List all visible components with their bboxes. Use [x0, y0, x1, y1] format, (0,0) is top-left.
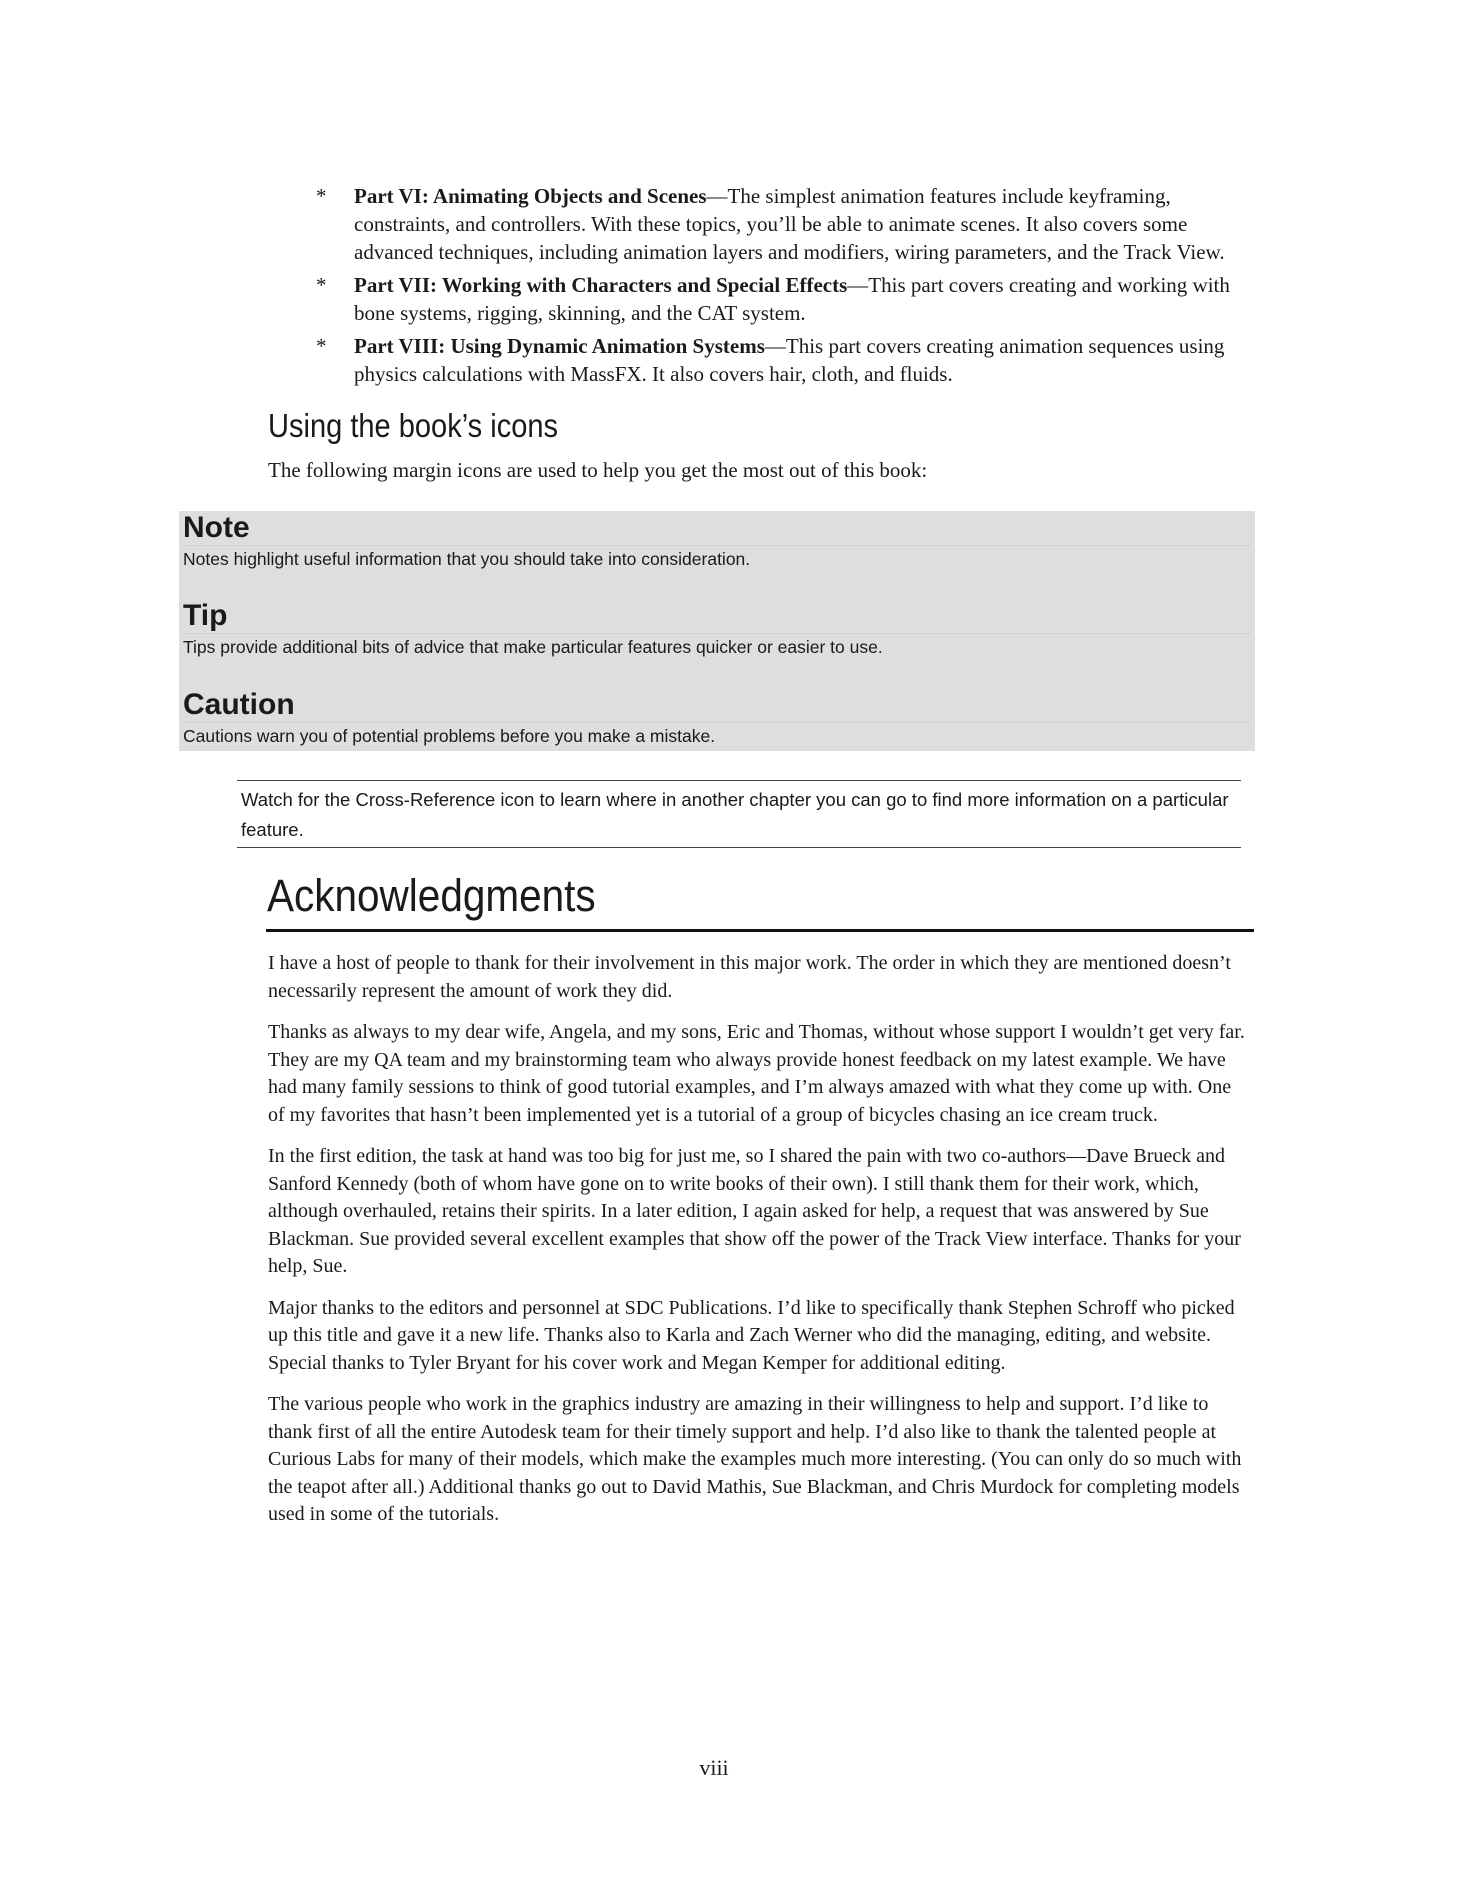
bullet-text: —This part covers creating animation sequences using physics calculations with MassFX. It also covers hair, cloth, and fluids. [354, 334, 1225, 386]
list-item [316, 271, 1256, 327]
acknowledgments-heading: Acknowledgments [267, 870, 596, 921]
bullet-text: —The simplest animation features include keyframing, constraints, and controllers. With these topics, you’ll be able to animate scenes. It also covers some advanced techniques, including animation layers and modifiers, wiring parameters, and the Track View. [354, 184, 1225, 264]
note-text: Notes highlight useful information that you should take into consideration. [183, 545, 1251, 572]
tip-text: Tips provide additional bits of advice that make particular features quicker or easier to use. [183, 633, 1251, 660]
page-number: viii [699, 1755, 729, 1780]
acknowledgments-body [268, 950, 1252, 1543]
tip-title: Tip [183, 599, 228, 632]
bullet-marker: * [316, 184, 327, 208]
list-item [316, 182, 1256, 266]
icons-intro-text: The following margin icons are used to help you get the most out of this book: [268, 458, 928, 482]
body-paragraph: In the first edition, the task at hand was too big for just me, so I shared the pain with two co-authors—Dave Brueck and Sanford Kennedy (both of whom have gone on to write books of their own). I still thank them for their work, which, although overhauled, retains their spirits. In a later edition, I again asked for help, a request that was answered by Sue Blackman. Sue provided several excellent examples that show off the power of the Track View interface. Thanks for your help, Sue. [268, 1145, 1241, 1277]
note-callout [183, 511, 1251, 572]
body-paragraph: The various people who work in the graphics industry are amazing in their willingness to help and support. I’d like to thank first of all the entire Autodesk team for their timely support and help. I’d also like to thank the talented people at Curious Labs for many of their models, which make the examples much more interesting. (You can only do so much with the teapot after all.) Additional thanks go out to David Mathis, Sue Blackman, and Chris Murdock for completing models used in some of the tutorials. [268, 1393, 1242, 1525]
bullet-text: —This part covers creating and working with bone systems, rigging, skinning, and the CAT system. [354, 273, 1230, 325]
cross-reference-text: Watch for the Cross-Reference icon to learn where in another chapter you can go to find more information on a particular feature. [241, 789, 1229, 840]
body-paragraph: I have a host of people to thank for their involvement in this major work. The order in which they are mentioned doesn’t necessarily represent the amount of work they did. [268, 952, 1231, 1002]
body-paragraph: Thanks as always to my dear wife, Angela, and my sons, Eric and Thomas, without whose support I wouldn’t get very far. They are my QA team and my brainstorming team who always provide honest feedback on my latest example. We have had many family sessions to think of good tutorial examples, and I’m always amazed with what they come up with. One of my favorites that hasn’t been implemented yet is a tutorial of a group of bicycles chasing an ice cream truck. [268, 1021, 1245, 1126]
caution-title: Caution [183, 688, 295, 721]
caution-callout [183, 688, 1251, 749]
bullet-marker: * [316, 334, 327, 358]
bullet-marker: * [316, 273, 327, 297]
heading-rule [266, 929, 1254, 932]
icon-callouts-box [179, 511, 1255, 751]
note-title: Note [183, 511, 250, 544]
cross-reference-callout [237, 780, 1241, 848]
parts-bullet-list [316, 182, 1256, 393]
bullet-title: Part VI: Animating Objects and Scenes [354, 184, 707, 208]
section-heading-icons: Using the book’s icons [268, 407, 559, 444]
body-paragraph: Major thanks to the editors and personnel at SDC Publications. I’d like to specifically thank Stephen Schroff who picked up this title and gave it a new life. Thanks also to Karla and Zach Werner who did the managing, editing, and website. Special thanks to Tyler Bryant for his cover work and Megan Kemper for additional editing. [268, 1296, 1235, 1374]
list-item [316, 332, 1256, 388]
bullet-title: Part VII: Working with Characters and Special Effects [354, 273, 848, 297]
caution-text: Cautions warn you of potential problems before you make a mistake. [183, 722, 1251, 749]
bullet-title: Part VIII: Using Dynamic Animation Systems [354, 334, 765, 358]
tip-callout [183, 599, 1251, 660]
